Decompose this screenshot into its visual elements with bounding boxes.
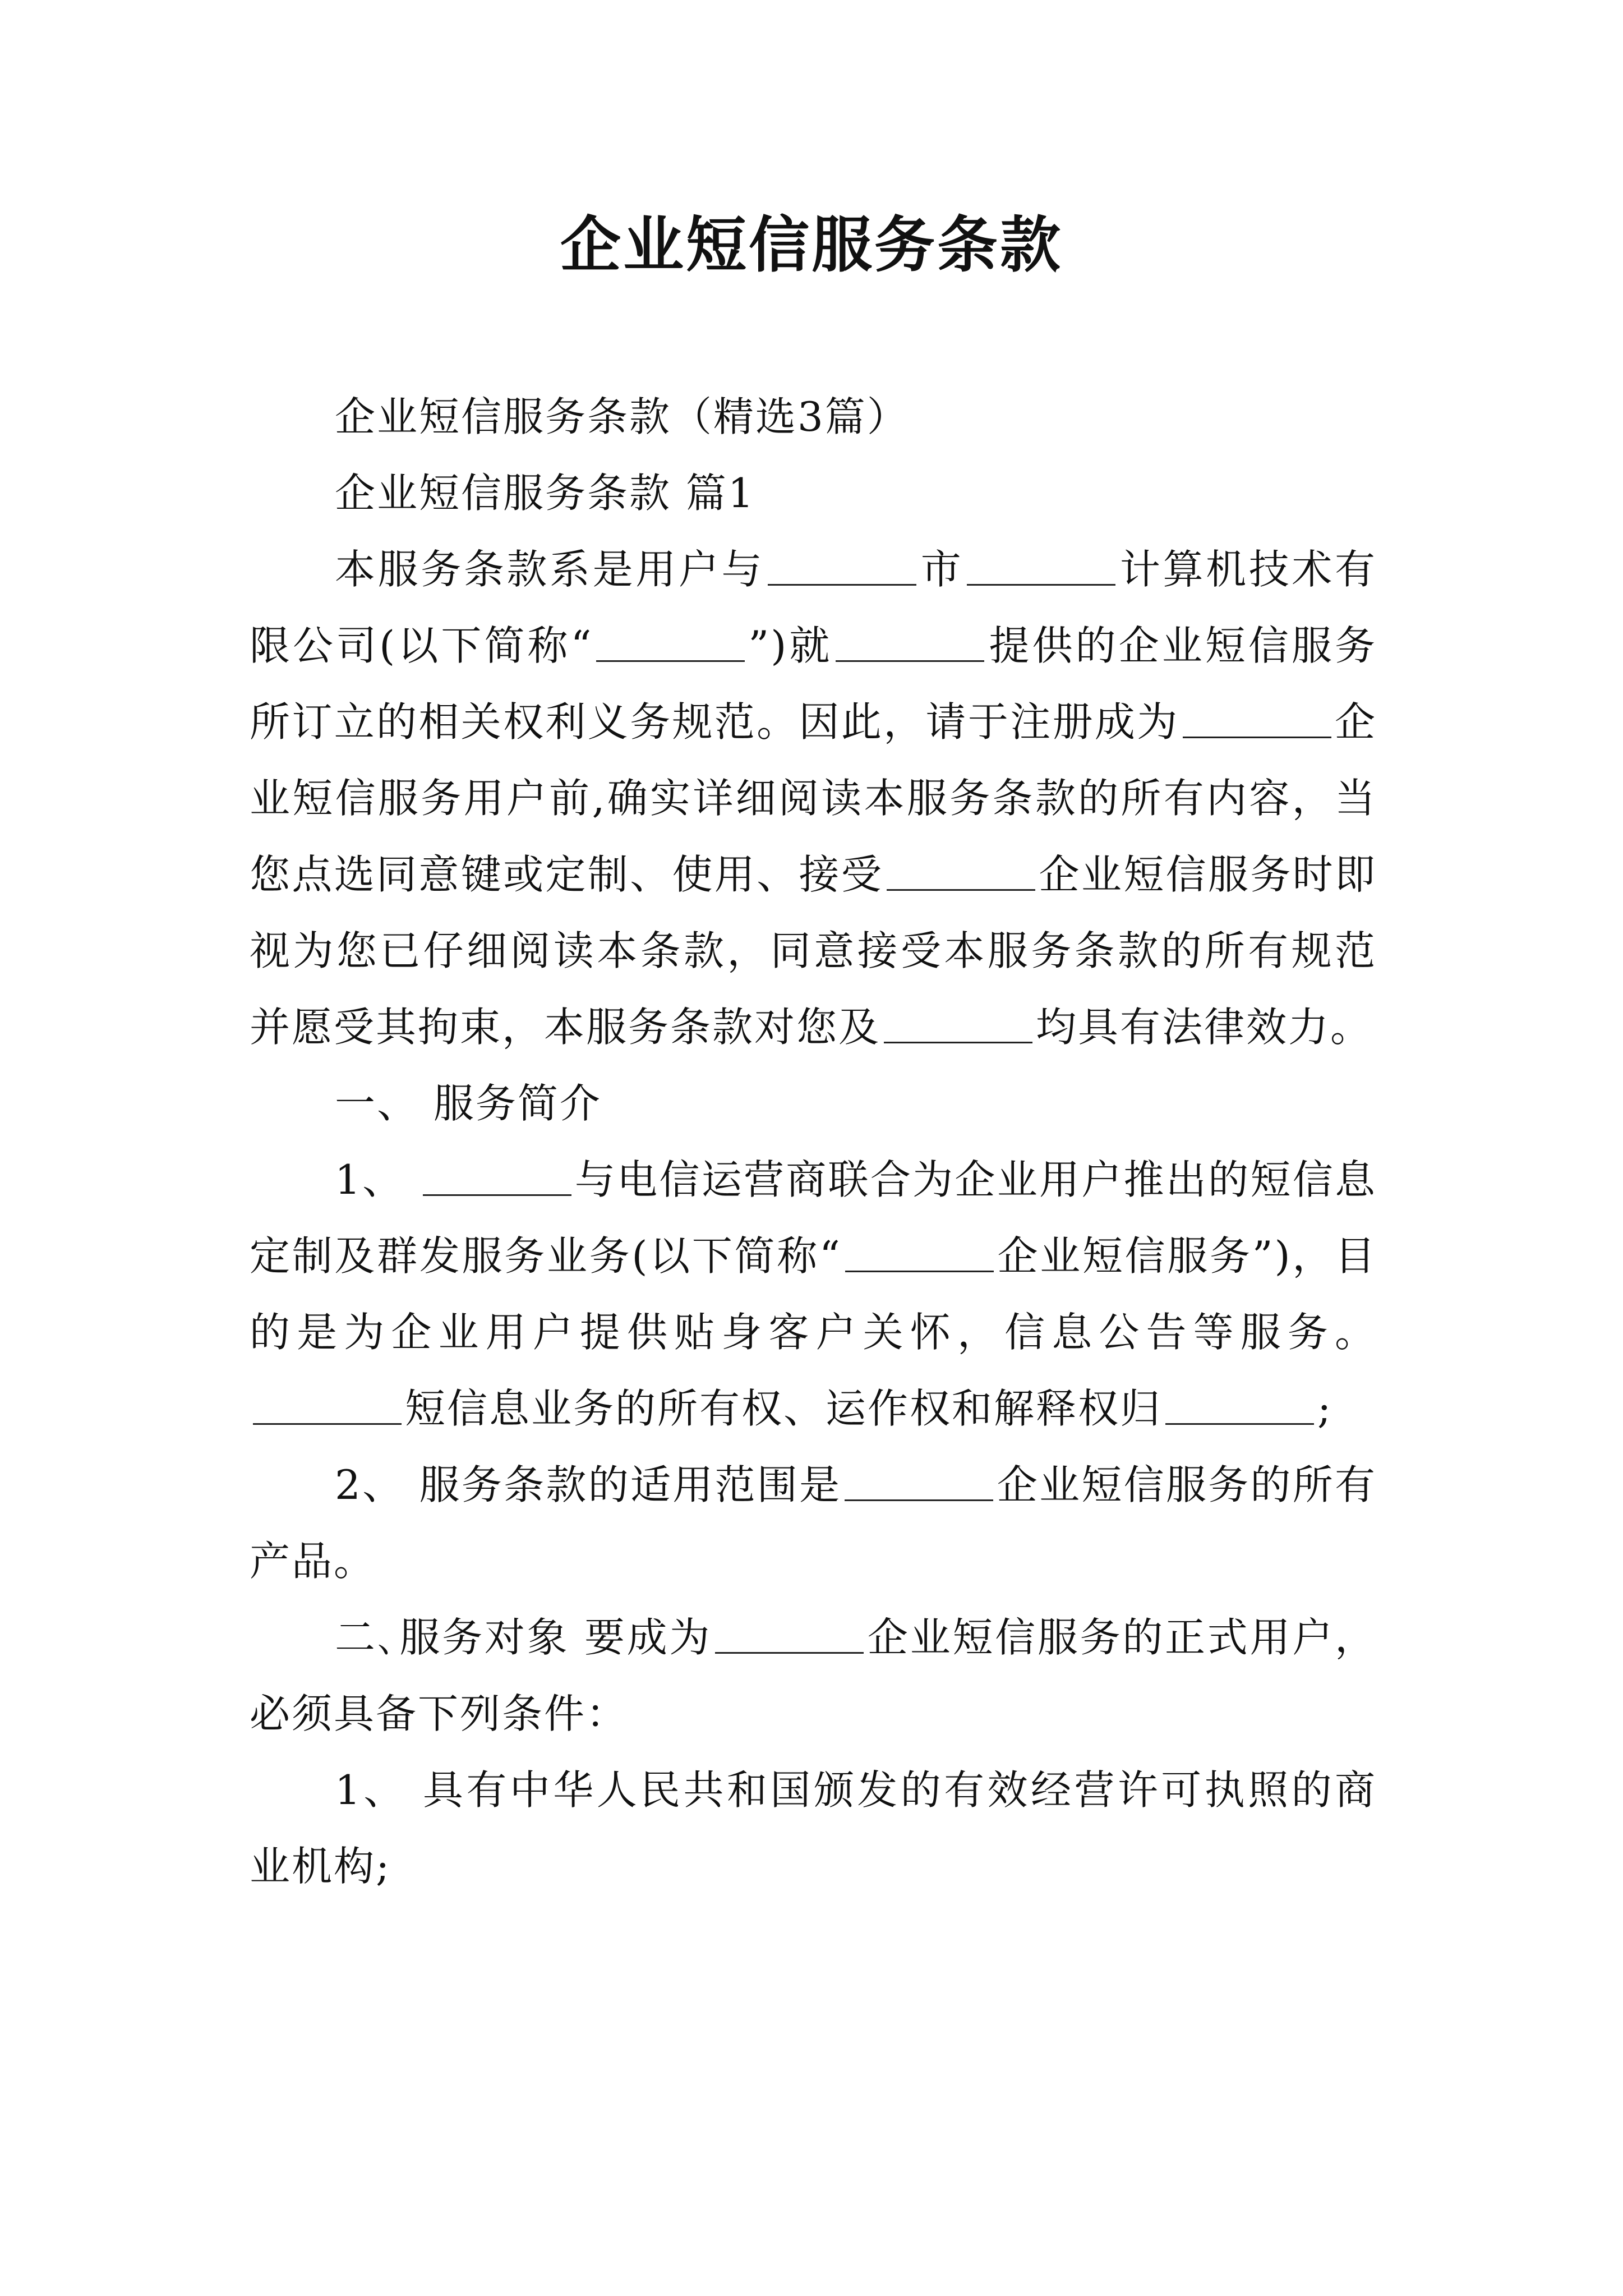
intro-text-c: 计算机技术有限公司(以下简称“ [250,546,1377,669]
subtitle: 企业短信服务条款（精选3篇） [335,393,909,440]
blank-line [845,1237,994,1272]
item2-text-a: 2、 服务条款的适用范围是 [335,1461,842,1508]
section2-text-b: 企业短信服务的正式用户，必须具备下列条件： [250,1614,1377,1737]
section2-text-a: 二､服务对象 要成为 [335,1614,712,1661]
blank-line [836,627,984,662]
blank-line [423,1161,571,1196]
blank-line [884,1008,1032,1043]
section-heading: 企业短信服务条款 篇1 [335,470,755,517]
item1-text-c: 企业短信服务”)，目的是为企业用户提供贴身客户关怀，信息公告等服务。 [250,1232,1377,1356]
blank-line [1165,1389,1314,1425]
section1-heading: 一、 服务简介 [335,1080,602,1127]
item1-paragraph [250,1142,1377,1447]
item2-paragraph [250,1447,1377,1599]
blank-line [768,550,916,586]
intro-text-f: 企业短信服务用户前,确实详细阅读本服务条款的所有内容，当您点选同意键或定制、使用、接受 [250,698,1377,898]
intro-text-d: ”)就 [748,622,833,669]
blank-line [887,855,1035,891]
blank-line [596,627,745,662]
item1-number: 1、 [335,1156,419,1203]
intro-text-e: 提供的企业短信服务所订立的相关权利义务规范。因此，请于注册成为 [250,622,1377,746]
blank-line [1183,703,1331,738]
item2-text-b: 企业短信服务的所有产品。 [250,1461,1377,1585]
document-title: 企业短信服务条款 [560,210,1063,280]
blank-line [715,1618,864,1654]
blank-line [253,1389,402,1425]
intro-text-h: 均具有法律效力。 [1036,1004,1373,1051]
blank-line [845,1466,993,1501]
item1-text-d: 短信息业务的所有权、运作权和解释权归 [405,1385,1163,1432]
intro-paragraph [250,531,1377,1065]
item1-text-b: 与电信运营商联合为企业用户推出的短信息定制及群发服务业务(以下简称“ [250,1156,1377,1280]
document-body [250,379,1377,1904]
intro-text-b: 市 [920,546,964,593]
item1-text-e: ; [1317,1385,1333,1432]
item3-paragraph: 1、 具有中华人民共和国颁发的有效经营许可执照的商业机构; [250,1766,1377,1890]
blank-line [967,550,1115,586]
intro-text-g: 企业短信服务时即视为您已仔细阅读本条款，同意接受本服务条款的所有规范并愿受其拘束，本服务条款对您及 [250,851,1377,1051]
section2-paragraph [250,1599,1377,1752]
intro-text-a: 本服务条款系是用户与 [335,546,765,593]
